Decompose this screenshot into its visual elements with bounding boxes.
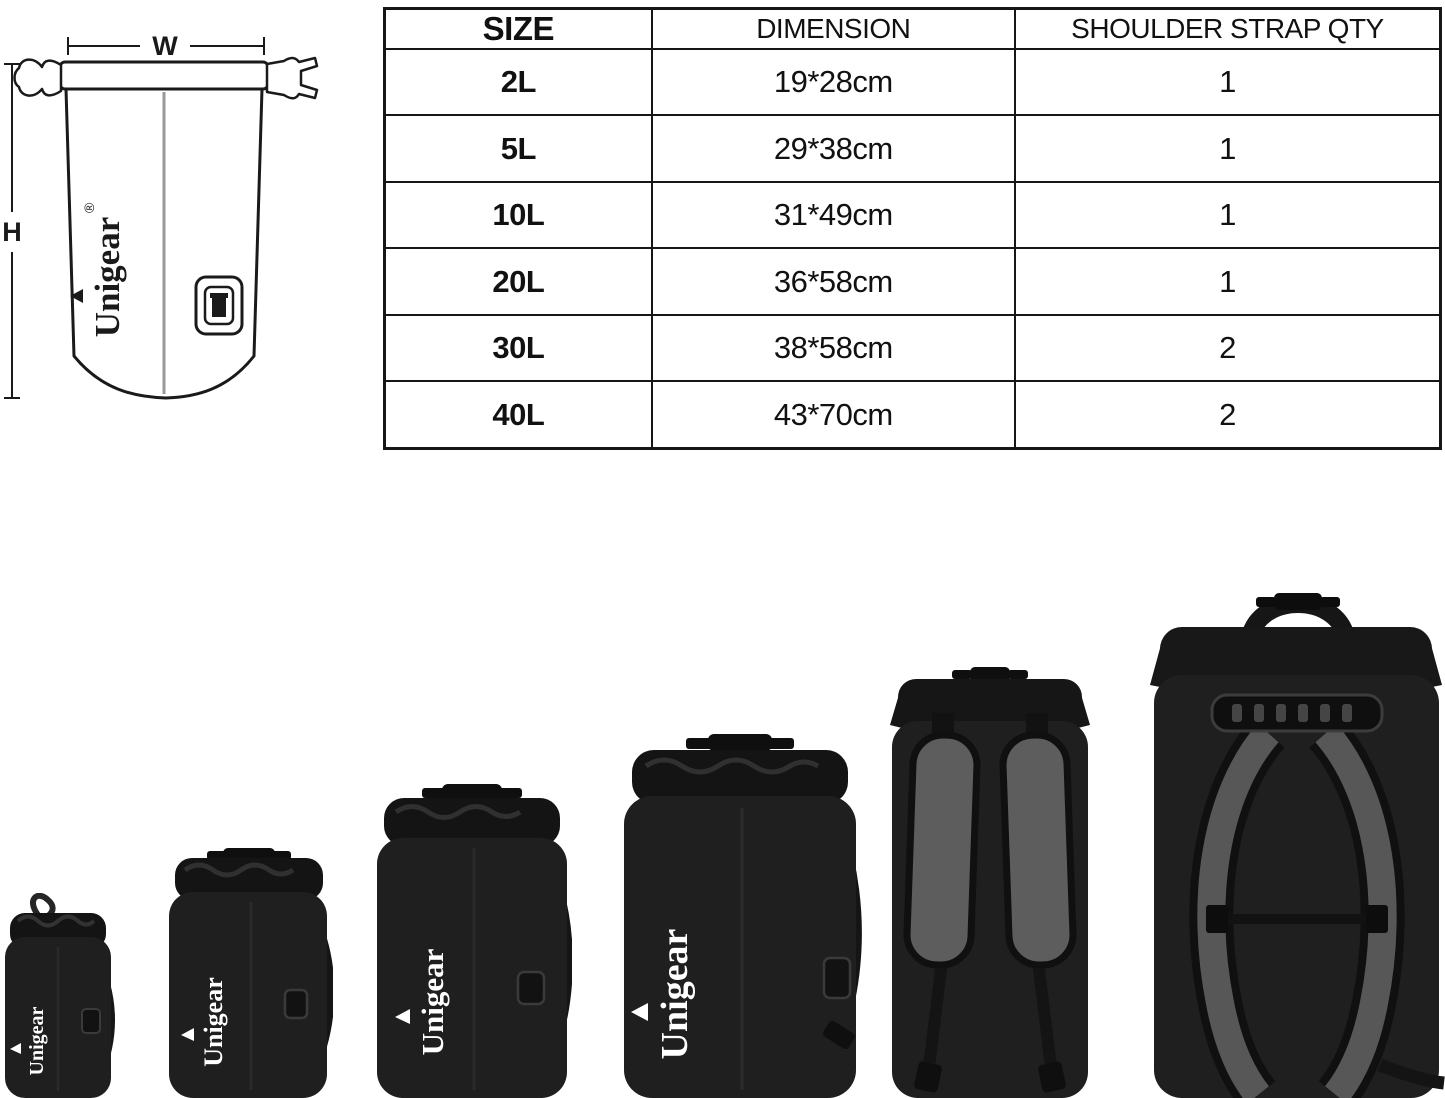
bag-dimension-diagram (0, 0, 345, 415)
strap-qty-cell: 1 (1015, 182, 1441, 248)
strap-qty-column-header: SHOULDER STRAP QTY (1015, 9, 1441, 50)
dimension-cell: 19*28cm (652, 49, 1015, 115)
top-buckle (422, 784, 522, 800)
strap-qty-cell: 2 (1015, 315, 1441, 381)
table-header-row (385, 9, 1441, 50)
shoulder-strap-pad-left (906, 734, 978, 966)
dimension-column-header: DIMENSION (652, 9, 1015, 50)
size-column-header: SIZE (385, 9, 652, 50)
strap-qty-cell: 1 (1015, 49, 1441, 115)
dimension-cell: 29*38cm (652, 115, 1015, 181)
bag-20l-front-image (618, 726, 862, 1098)
adjuster-buckle-right (1366, 905, 1388, 933)
dimension-cell: 43*70cm (652, 381, 1015, 448)
bag-10l-front-image (372, 776, 572, 1098)
table-row (385, 49, 1441, 115)
size-cell: 10L (385, 182, 652, 248)
table-row (385, 315, 1441, 381)
air-valve-icon (196, 277, 242, 334)
unigear-logo-text: Unigear (654, 928, 696, 1060)
d-ring-patch (82, 1009, 100, 1033)
table-row (385, 381, 1441, 448)
strap-qty-cell: 2 (1015, 381, 1441, 448)
right-buckle-icon (267, 58, 317, 98)
unigear-logo-text: Unigear (88, 216, 127, 338)
strap-qty-cell: 1 (1015, 115, 1441, 181)
dimension-cell: 38*58cm (652, 315, 1015, 381)
table-row (385, 182, 1441, 248)
bag-30l-back-image (888, 661, 1092, 1098)
registered-trademark: ® (81, 202, 97, 213)
bag-outline-roll-collar (60, 62, 268, 89)
height-dimension-label: H (2, 217, 22, 247)
shoulder-strap-pad-right (1002, 734, 1074, 966)
adjuster-buckle-left (1206, 905, 1228, 933)
size-cell: 2L (385, 49, 652, 115)
dimension-cell: 36*58cm (652, 248, 1015, 314)
size-table (383, 7, 1442, 450)
bag-5l-front-image (165, 840, 333, 1098)
d-ring-patch (824, 958, 850, 998)
left-buckle-icon (15, 60, 62, 96)
unigear-logo-text: Unigear (415, 948, 450, 1056)
dimension-cell: 31*49cm (652, 182, 1015, 248)
strap-qty-cell: 1 (1015, 248, 1441, 314)
unigear-logo-text: Unigear (199, 977, 228, 1067)
bag-40l-back-image (1148, 583, 1445, 1098)
d-ring-patch (285, 990, 307, 1018)
size-cell: 30L (385, 315, 652, 381)
size-cell: 20L (385, 248, 652, 314)
size-cell: 40L (385, 381, 652, 448)
d-ring-patch (518, 972, 544, 1004)
size-cell: 5L (385, 115, 652, 181)
table-row (385, 248, 1441, 314)
unigear-logo-text: Unigear (26, 1006, 48, 1076)
table-row (385, 115, 1441, 181)
width-dimension-label: W (152, 31, 178, 61)
rope-loop (33, 896, 53, 915)
bag-2l-front-image (2, 893, 116, 1098)
bag-body (377, 838, 567, 1098)
top-buckle (686, 734, 794, 751)
